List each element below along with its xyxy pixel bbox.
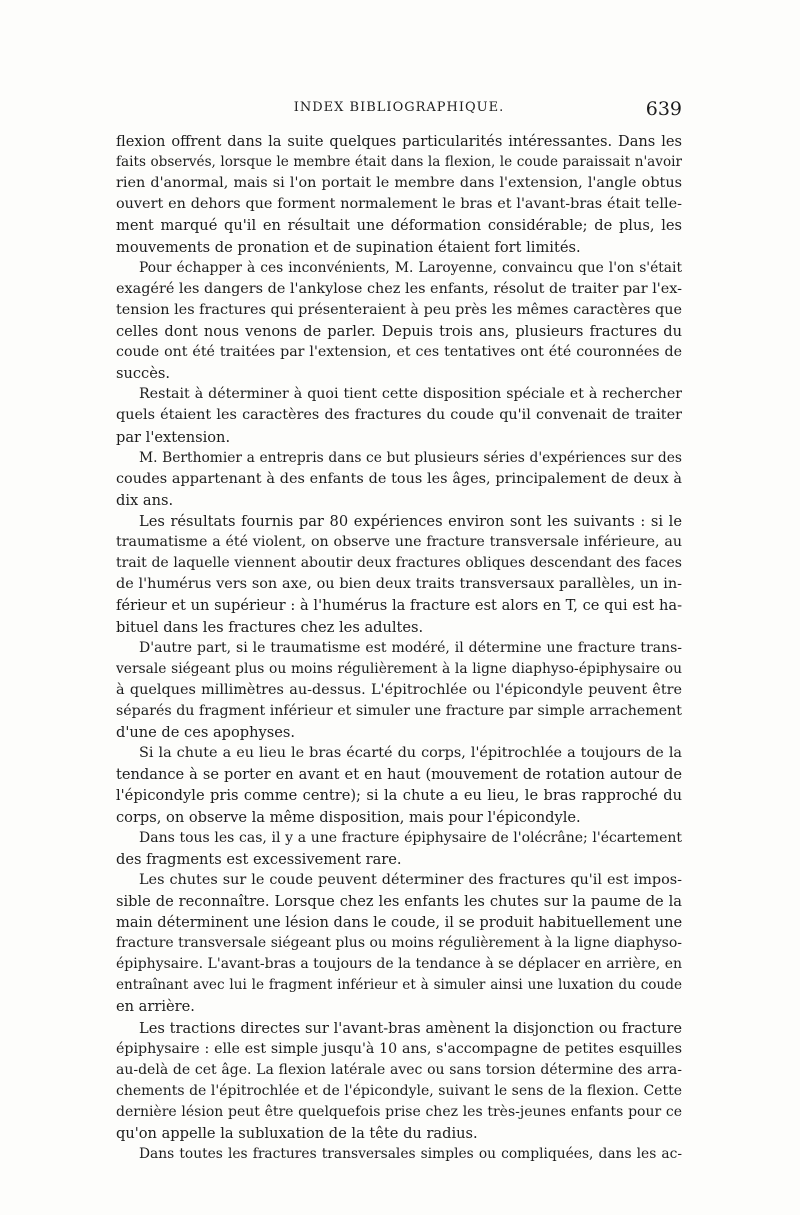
text-line: qu'on appelle la subluxation de la tête du radius. <box>116 1125 478 1143</box>
text-line: Les chutes sur le coude peuvent déterminer des fractures qu'il est impos- <box>139 871 682 888</box>
text-line: tension les fractures qui présenteraient à peu près les mêmes caractères que <box>116 301 682 318</box>
text-line: M. Berthomier a entrepris dans ce but plusieurs séries d'expériences sur des <box>139 449 682 466</box>
text-line: fracture transversale siégeant plus ou moins régulièrement à la ligne diaphyso- <box>116 935 682 952</box>
text-line: des fragments est excessivement rare. <box>116 850 402 868</box>
text-line: exagéré les dangers de l'ankylose chez les enfants, résolut de traiter par l'ex- <box>116 280 682 297</box>
text-line: versale siégeant plus ou moins régulièrement à la ligne diaphyso-épiphysaire ou <box>116 660 682 677</box>
text-line: Les résultats fournis par 80 expériences environ sont les suivants : si le <box>139 512 682 530</box>
text-line: Dans tous les cas, il y a une fracture épiphysaire de l'olécrâne; l'écartement <box>139 829 682 846</box>
text-line: de l'humérus vers son axe, ou bien deux traits transversaux parallèles, un in- <box>116 576 682 593</box>
text-line: main déterminent une lésion dans le coude, il se produit habituellement une <box>116 914 682 932</box>
text-line: l'épicondyle pris comme centre); si la chute a eu lieu, le bras rapproché du <box>116 787 682 805</box>
text-line: épiphysaire. L'avant-bras a toujours de la tendance à se déplacer en arrière, en <box>116 956 682 973</box>
text-line: Dans toutes les fractures transversales simples ou compliquées, dans les ac- <box>139 1146 682 1163</box>
text-line: coudes appartenant à des enfants de tous les âges, principalement de deux à <box>116 470 682 487</box>
text-line: d'une de ces apophyses. <box>116 724 296 742</box>
text-line: tendance à se porter en avant et en haut (mouvement de rotation autour de <box>116 766 682 784</box>
text-line: Pour échapper à ces inconvénients, M. Laroyenne, convaincu que l'on s'était <box>139 259 682 276</box>
body-text <box>116 131 682 1165</box>
text-line: ment marqué qu'il en résultait une déformation considérable; de plus, les <box>116 217 682 235</box>
text-line: trait de laquelle viennent aboutir deux fractures obliques descendant des faces <box>116 555 682 572</box>
text-line: succès. <box>116 365 170 383</box>
text-line: faits observés, lorsque le membre était dans la flexion, le coude paraissait n'avoir <box>116 154 682 171</box>
text-line: Si la chute a eu lieu le bras écarté du corps, l'épitrochlée a toujours de la <box>139 745 682 762</box>
running-title: INDEX BIBLIOGRAPHIQUE. <box>293 100 505 115</box>
page-number: 639 <box>645 98 682 120</box>
text-line: quels étaient les caractères des fractures du coude qu'il convenait de traiter <box>116 407 682 424</box>
text-line: au-delà de cet âge. La flexion latérale avec ou sans torsion détermine des arra- <box>116 1061 682 1078</box>
text-line: entraînant avec lui le fragment inférieur et à simuler ainsi une luxation du coude <box>116 977 682 994</box>
text-line: flexion offrent dans la suite quelques particularités intéressantes. Dans les <box>116 133 682 150</box>
text-line: mouvements de pronation et de supination étaient fort limités. <box>116 238 581 256</box>
text-line: à quelques millimètres au-dessus. L'épitrochlée ou l'épicondyle peuvent être <box>116 681 682 698</box>
text-line: férieur et un supérieur : à l'humérus la fracture est alors en T, ce qui est ha- <box>116 597 682 615</box>
text-line: bituel dans les fractures chez les adultes. <box>116 618 424 636</box>
text-line: Restait à déterminer à quoi tient cette disposition spéciale et à rechercher <box>139 386 682 403</box>
text-line: par l'extension. <box>116 428 231 446</box>
text-line: dernière lésion peut être quelquefois prise chez les très-jeunes enfants pour ce <box>116 1104 682 1121</box>
running-head <box>116 98 682 122</box>
text-line: traumatisme a été violent, on observe une fracture transversale inférieure, au <box>116 534 682 551</box>
text-line: ouvert en dehors que forment normalement le bras et l'avant-bras était telle- <box>116 196 682 213</box>
text-line: celles dont nous venons de parler. Depuis trois ans, plusieurs fractures du <box>116 322 682 340</box>
text-line: rien d'anormal, mais si l'on portait le membre dans l'extension, l'angle obtus <box>116 175 682 192</box>
text-line: chements de l'épitrochlée et de l'épicondyle, suivant le sens de la flexion. Cette <box>116 1082 682 1099</box>
text-line: dix ans. <box>116 491 174 509</box>
text-line: séparés du fragment inférieur et simuler une fracture par simple arrachement <box>116 702 682 719</box>
text-line: corps, on observe la même disposition, mais pour l'épicondyle. <box>116 808 581 826</box>
text-line: coude ont été traitées par l'extension, et ces tentatives ont été couronnées de <box>116 344 682 361</box>
text-line: D'autre part, si le traumatisme est modéré, il détermine une fracture trans- <box>139 639 682 656</box>
text-line: en arrière. <box>116 998 195 1016</box>
text-line: sible de reconnaître. Lorsque chez les enfants les chutes sur la paume de la <box>116 892 682 910</box>
text-line: épiphysaire : elle est simple jusqu'à 10 ans, s'accompagne de petites esquilles <box>116 1040 682 1057</box>
text-line: Les tractions directes sur l'avant-bras amènent la disjonction ou fracture <box>139 1019 682 1037</box>
